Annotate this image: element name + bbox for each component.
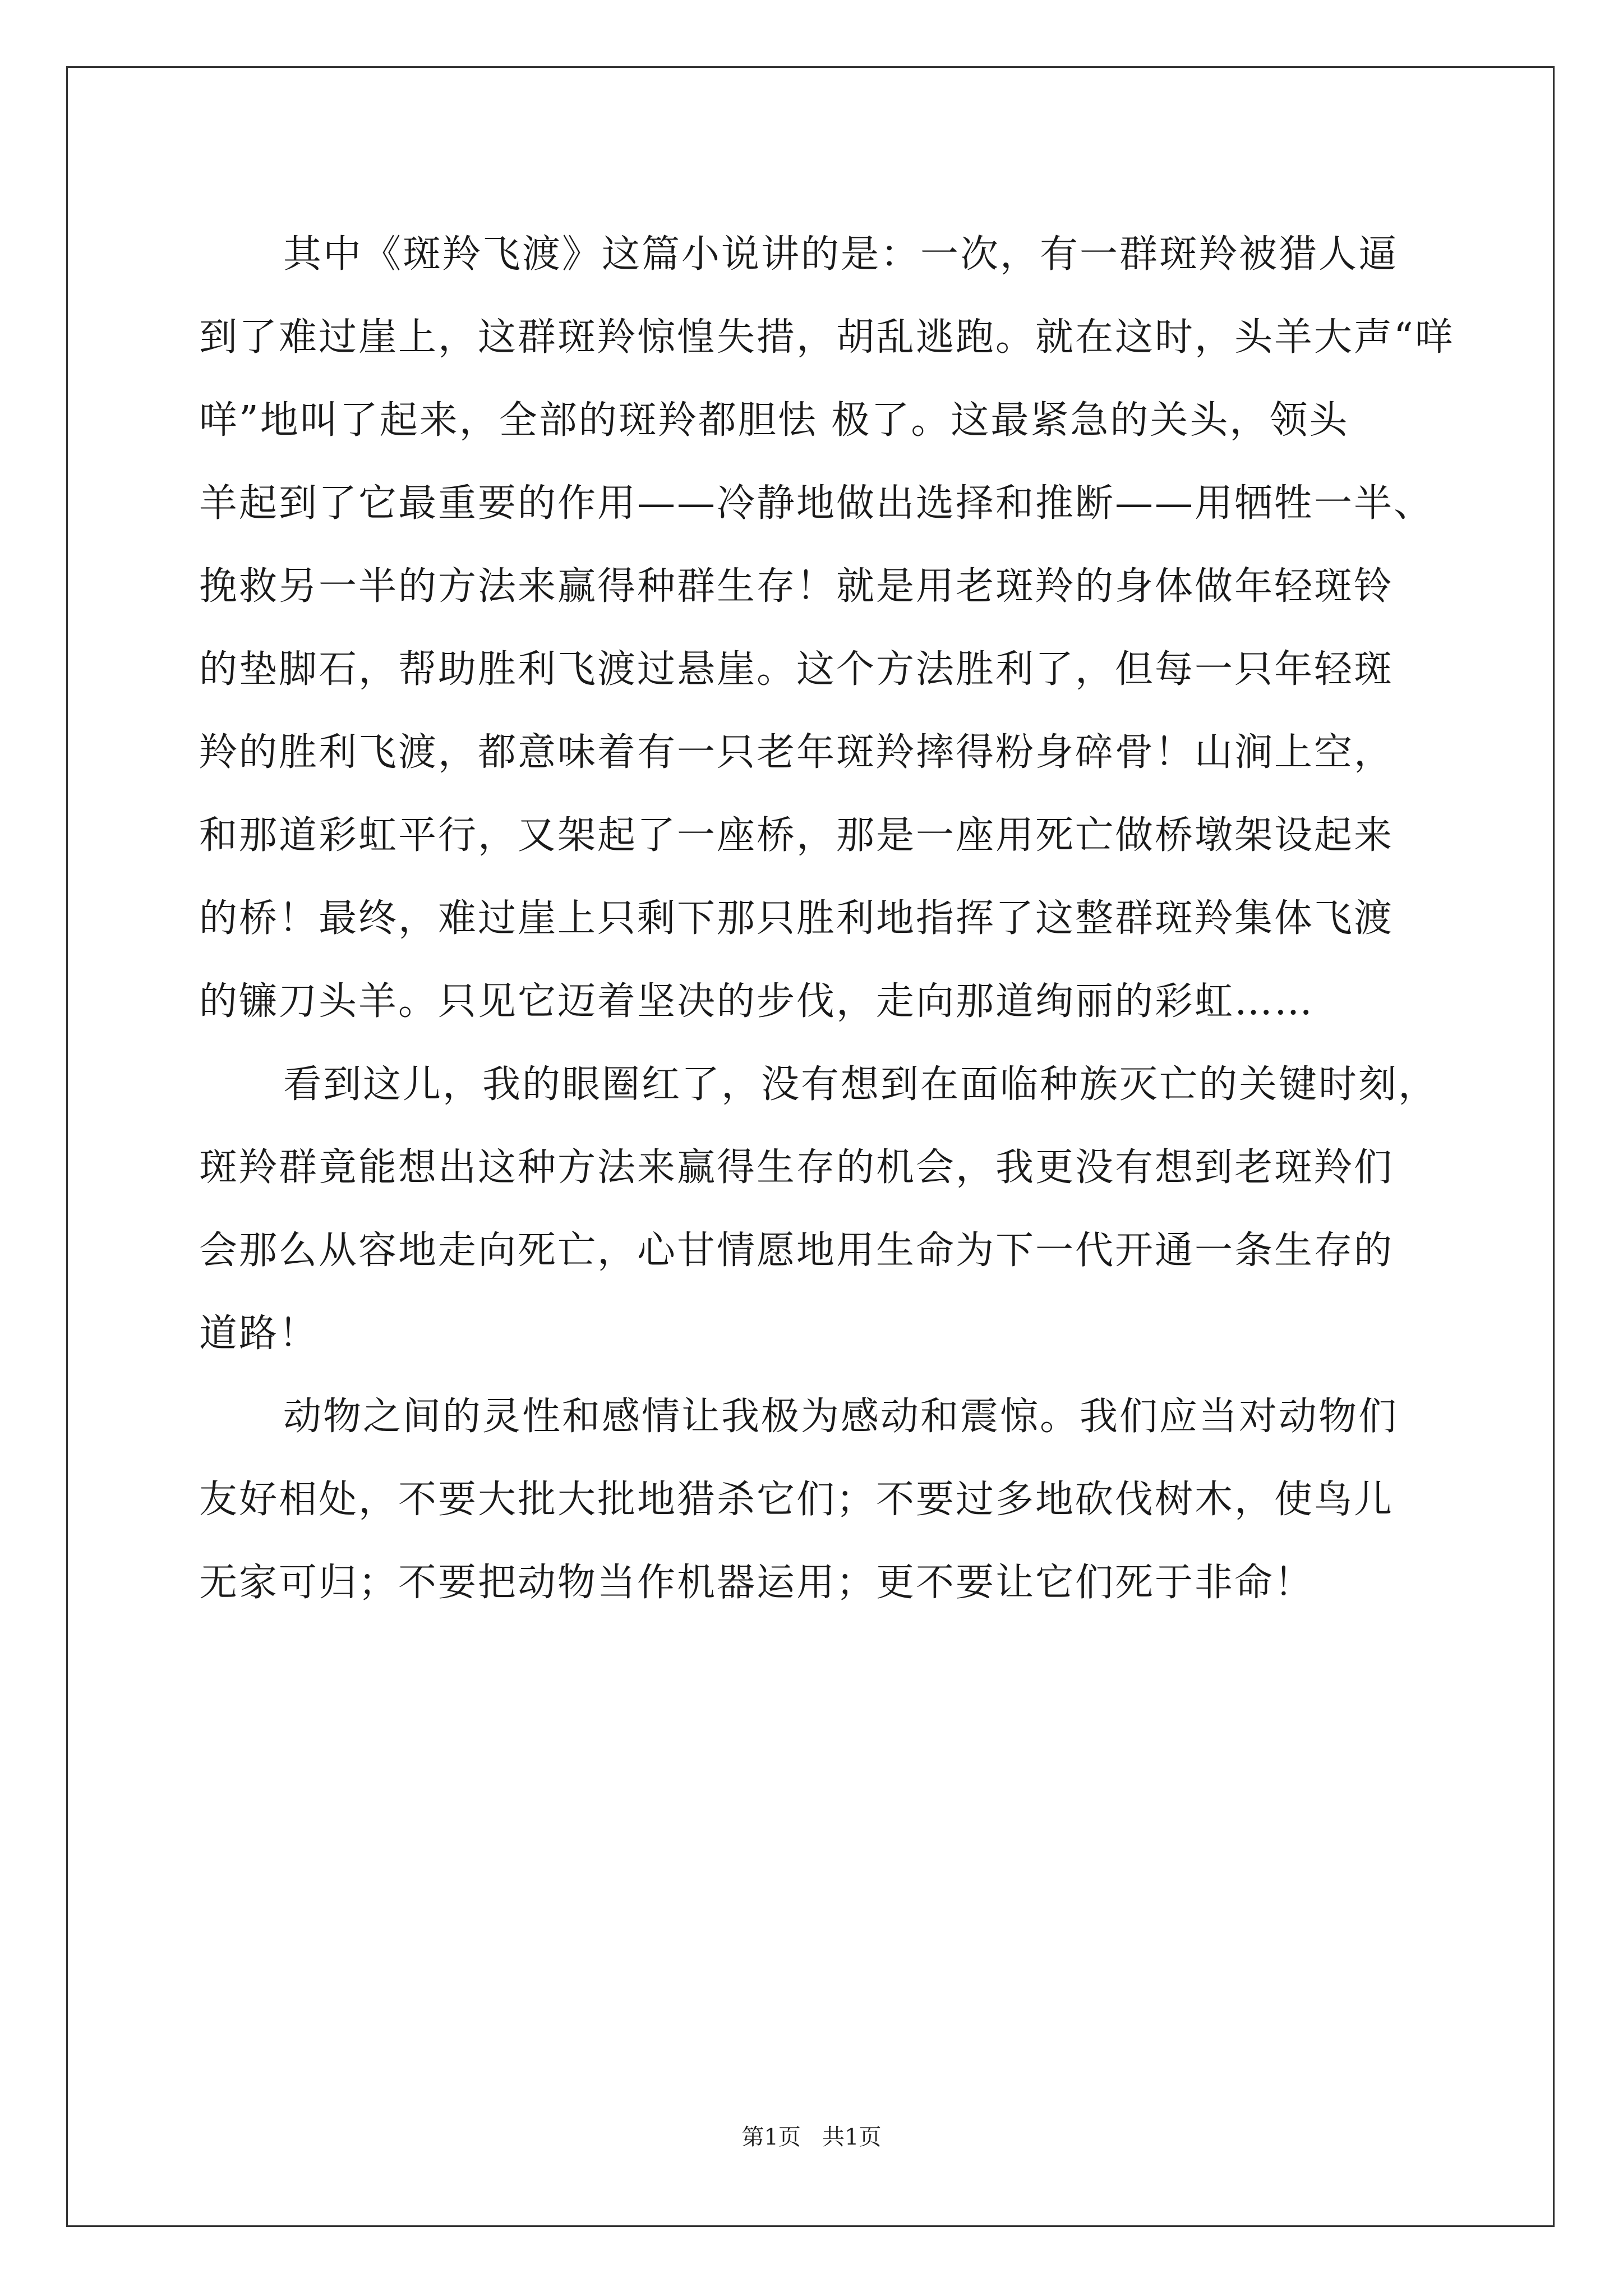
text-line: 友好相处，不要大批大批地猎杀它们；不要过多地砍伐树木，使鸟儿	[199, 1478, 1394, 1522]
text-line: 无家可归；不要把动物当作机器运用；更不要让它们死于非命！	[199, 1561, 1315, 1605]
text-line: 的桥！最终，难过崖上只剩下那只胜利地指挥了这整群斑羚集体飞渡	[199, 896, 1394, 941]
document-body	[199, 213, 1455, 1625]
text-line: 的垫脚石，帮助胜利飞渡过悬崖。这个方法胜利了，但每一只年轻斑	[199, 647, 1394, 692]
text-line: 看到这儿，我的眼圈红了，没有想到在面临种族灭亡的关键时刻，	[283, 1062, 1438, 1107]
page-footer: 第1页 共1页	[741, 2124, 882, 2150]
text-line: 会那么从容地走向死亡，心甘情愿地用生命为下一代开通一条生存的	[199, 1228, 1394, 1273]
text-line: 斑羚群竟能想出这种方法来赢得生存的机会，我更没有想到老斑羚们	[199, 1145, 1394, 1190]
text-line: 道路！	[199, 1312, 319, 1356]
text-line: 羚的胜利飞渡，都意味着有一只老年斑羚摔得粉身碎骨！山涧上空，	[199, 730, 1394, 775]
text-line: 羊起到了它最重要的作用——冷静地做出选择和推断——用牺牲一半、	[199, 481, 1434, 526]
text-line: 和那道彩虹平行，又架起了一座桥，那是一座用死亡做桥墩架设起来	[199, 813, 1394, 858]
text-line: 挽救另一半的方法来赢得种群生存！就是用老斑羚的身体做年轻斑铃	[199, 564, 1394, 609]
text-line: 其中《斑羚飞渡》这篇小说讲的是：一次，有一群斑羚被猎人逼	[283, 232, 1399, 277]
text-line: 到了难过崖上，这群斑羚惊惶失措，胡乱逃跑。就在这时，头羊大声“咩	[199, 315, 1455, 360]
text-line: 动物之间的灵性和感情让我极为感动和震惊。我们应当对动物们	[283, 1395, 1399, 1439]
text-line: 咩”地叫了起来，全部的斑羚都胆怯 极了。这最紧急的关头，领头	[199, 398, 1349, 443]
text-line: 的镰刀头羊。只见它迈着坚决的步伐，走向那道绚丽的彩虹……	[199, 979, 1315, 1024]
